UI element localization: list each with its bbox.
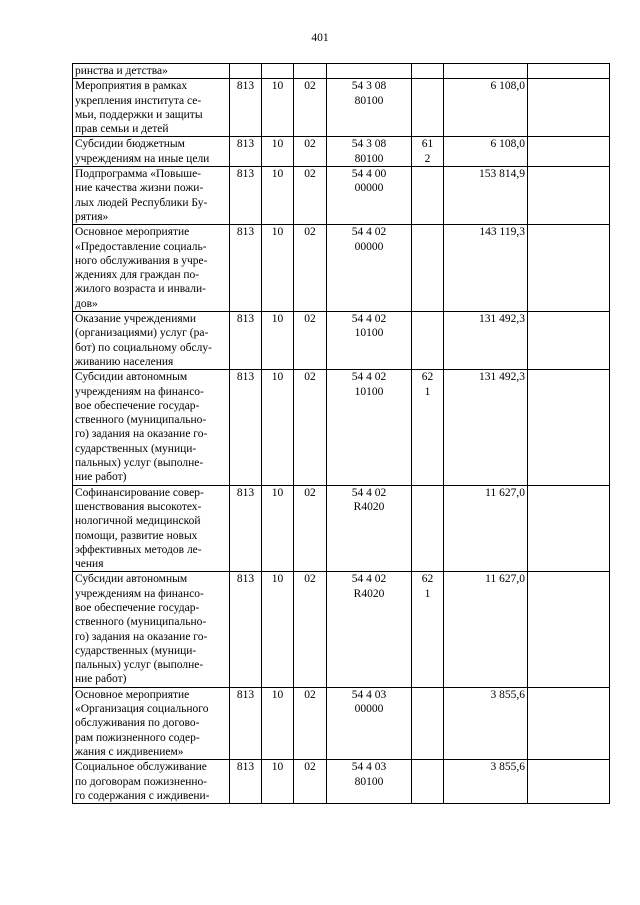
cell-extra (528, 137, 610, 167)
cell-name: Основное мероприятие «Организация социального обслуживания по догово- рам пожизненного содер- жания с иждивением» (73, 687, 230, 759)
cell-section-code: 10 (262, 485, 294, 572)
cell-subsection-code: 02 (294, 687, 327, 759)
cell-extra (528, 312, 610, 370)
cell-amount: 11 627,0 (444, 572, 528, 687)
cell-extra (528, 370, 610, 485)
cell-extra (528, 485, 610, 572)
cell-name: Субсидии бюджетным учреждениям на иные цели (73, 137, 230, 167)
cell-target-code: 54 3 08 80100 (327, 79, 412, 137)
cell-section-code: 10 (262, 167, 294, 225)
cell-ministry-code: 813 (230, 760, 262, 804)
table-row (73, 167, 610, 225)
cell-amount: 153 814,9 (444, 167, 528, 225)
cell-ministry-code: 813 (230, 485, 262, 572)
cell-subsection-code: 02 (294, 760, 327, 804)
cell-target-code (327, 64, 412, 79)
cell-name: ринства и детства» (73, 64, 230, 79)
table-row (73, 312, 610, 370)
cell-ministry-code: 813 (230, 312, 262, 370)
cell-ministry-code: 813 (230, 225, 262, 312)
cell-subsection-code (294, 64, 327, 79)
cell-extra (528, 687, 610, 759)
cell-target-code: 54 3 08 80100 (327, 137, 412, 167)
table-row (73, 485, 610, 572)
cell-extra (528, 79, 610, 137)
cell-section-code: 10 (262, 370, 294, 485)
cell-expense-type: 62 1 (412, 370, 444, 485)
cell-target-code: 54 4 03 80100 (327, 760, 412, 804)
table-row (73, 79, 610, 137)
cell-subsection-code: 02 (294, 312, 327, 370)
cell-ministry-code: 813 (230, 167, 262, 225)
cell-subsection-code: 02 (294, 485, 327, 572)
cell-section-code (262, 64, 294, 79)
table-row (73, 64, 610, 79)
cell-amount: 143 119,3 (444, 225, 528, 312)
cell-name: Мероприятия в рамках укрепления института се- мьи, поддержки и защиты прав семьи и детей (73, 79, 230, 137)
cell-subsection-code: 02 (294, 572, 327, 687)
cell-expense-type (412, 225, 444, 312)
cell-expense-type (412, 64, 444, 79)
cell-target-code: 54 4 02 00000 (327, 225, 412, 312)
page-number: 401 (311, 32, 329, 44)
cell-amount: 131 492,3 (444, 370, 528, 485)
cell-section-code: 10 (262, 79, 294, 137)
cell-section-code: 10 (262, 687, 294, 759)
cell-ministry-code: 813 (230, 370, 262, 485)
cell-ministry-code: 813 (230, 572, 262, 687)
cell-extra (528, 167, 610, 225)
cell-expense-type (412, 760, 444, 804)
cell-section-code: 10 (262, 572, 294, 687)
cell-extra (528, 225, 610, 312)
cell-amount: 11 627,0 (444, 485, 528, 572)
cell-expense-type (412, 687, 444, 759)
cell-expense-type (412, 485, 444, 572)
cell-expense-type (412, 312, 444, 370)
cell-subsection-code: 02 (294, 79, 327, 137)
cell-extra (528, 64, 610, 79)
cell-section-code: 10 (262, 760, 294, 804)
cell-target-code: 54 4 02 R4020 (327, 485, 412, 572)
table-row (73, 572, 610, 687)
cell-target-code: 54 4 02 R4020 (327, 572, 412, 687)
cell-section-code: 10 (262, 137, 294, 167)
cell-name: Подпрограмма «Повыше- ние качества жизни пожи- лых людей Республики Бу- рятия» (73, 167, 230, 225)
cell-ministry-code: 813 (230, 687, 262, 759)
table-row (73, 137, 610, 167)
cell-target-code: 54 4 00 00000 (327, 167, 412, 225)
cell-ministry-code (230, 64, 262, 79)
cell-amount: 131 492,3 (444, 312, 528, 370)
cell-ministry-code: 813 (230, 79, 262, 137)
cell-ministry-code: 813 (230, 137, 262, 167)
table-row (73, 225, 610, 312)
cell-expense-type: 62 1 (412, 572, 444, 687)
cell-extra (528, 760, 610, 804)
cell-amount: 6 108,0 (444, 137, 528, 167)
cell-amount (444, 64, 528, 79)
cell-name: Субсидии автономным учреждениям на финансо- вое обеспечение государ- ственного (муниципально- го) задания на оказание го- сударственных (муници- пальных) услуг (выполне- ние работ) (73, 572, 230, 687)
cell-name: Софинансирование совер- шенствования высокотех- нологичной медицинской помощи, развитие новых эффективных методов ле- чения (73, 485, 230, 572)
cell-expense-type: 61 2 (412, 137, 444, 167)
cell-name: Социальное обслуживание по договорам пожизненно- го содержания с иждивени- (73, 760, 230, 804)
table-row (73, 370, 610, 485)
cell-name: Основное мероприятие «Предоставление социаль- ного обслуживания в учре- ждениях для граждан по- жилого возраста и инвали- дов» (73, 225, 230, 312)
cell-target-code: 54 4 02 10100 (327, 312, 412, 370)
cell-target-code: 54 4 03 00000 (327, 687, 412, 759)
cell-target-code: 54 4 02 10100 (327, 370, 412, 485)
cell-amount: 6 108,0 (444, 79, 528, 137)
cell-subsection-code: 02 (294, 370, 327, 485)
cell-extra (528, 572, 610, 687)
table-row (73, 760, 610, 804)
cell-amount: 3 855,6 (444, 760, 528, 804)
cell-amount: 3 855,6 (444, 687, 528, 759)
cell-name: Субсидии автономным учреждениям на финансо- вое обеспечение государ- ственного (муниципально- го) задания на оказание го- сударственных (муници- пальных) услуг (выполне- ние работ) (73, 370, 230, 485)
table-row (73, 687, 610, 759)
cell-section-code: 10 (262, 225, 294, 312)
budget-table (72, 63, 610, 804)
cell-subsection-code: 02 (294, 137, 327, 167)
cell-expense-type (412, 79, 444, 137)
cell-subsection-code: 02 (294, 225, 327, 312)
cell-subsection-code: 02 (294, 167, 327, 225)
cell-expense-type (412, 167, 444, 225)
cell-name: Оказание учреждениями (организациями) услуг (ра- бот) по социальному обслу- живанию населения (73, 312, 230, 370)
cell-section-code: 10 (262, 312, 294, 370)
